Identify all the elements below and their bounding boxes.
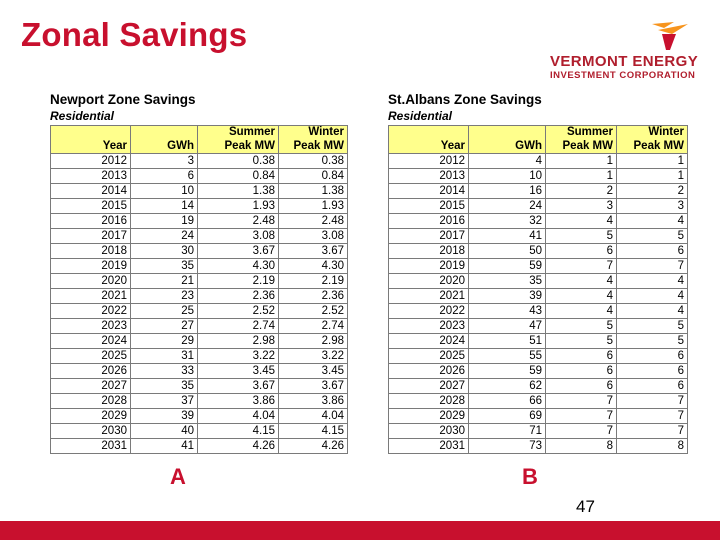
table-row xyxy=(51,304,348,319)
table-row xyxy=(389,274,688,289)
summer-peak-cell: 2.52 xyxy=(198,304,279,319)
winter-peak-cell: 7 xyxy=(617,409,688,424)
winter-peak-cell: 6 xyxy=(617,364,688,379)
gwh-cell: 31 xyxy=(131,349,198,364)
table-title: St.Albans Zone Savings xyxy=(388,92,542,107)
gwh-cell: 41 xyxy=(131,439,198,454)
winter-peak-cell: 5 xyxy=(617,319,688,334)
summer-peak-cell: 4 xyxy=(546,214,617,229)
summer-peak-cell: 2.19 xyxy=(198,274,279,289)
year-cell: 2027 xyxy=(389,379,469,394)
table-row xyxy=(51,379,348,394)
winter-peak-cell: 0.84 xyxy=(279,169,348,184)
summer-peak-cell: 0.84 xyxy=(198,169,279,184)
table-row xyxy=(51,349,348,364)
winter-peak-cell: 2.52 xyxy=(279,304,348,319)
year-cell: 2014 xyxy=(51,184,131,199)
year-cell: 2012 xyxy=(389,154,469,169)
year-cell: 2019 xyxy=(51,259,131,274)
gwh-cell: 27 xyxy=(131,319,198,334)
gwh-cell: 19 xyxy=(131,214,198,229)
gwh-cell: 23 xyxy=(131,289,198,304)
table-subtitle: Residential xyxy=(50,109,115,123)
summer-peak-cell: 4 xyxy=(546,274,617,289)
table-title: Newport Zone Savings xyxy=(50,92,196,107)
label-b: B xyxy=(522,464,538,489)
header-year: Year xyxy=(51,139,131,154)
winter-peak-cell: 4.04 xyxy=(279,409,348,424)
winter-peak-cell: 3.22 xyxy=(279,349,348,364)
winter-peak-cell: 2.48 xyxy=(279,214,348,229)
gwh-cell: 24 xyxy=(469,199,546,214)
year-cell: 2016 xyxy=(51,214,131,229)
table-row xyxy=(51,274,348,289)
gwh-cell: 10 xyxy=(469,169,546,184)
summer-peak-cell: 3.08 xyxy=(198,229,279,244)
summer-peak-cell: 6 xyxy=(546,364,617,379)
year-cell: 2017 xyxy=(389,229,469,244)
year-cell: 2020 xyxy=(389,274,469,289)
gwh-cell: 41 xyxy=(469,229,546,244)
gwh-cell: 35 xyxy=(469,274,546,289)
summer-peak-cell: 6 xyxy=(546,349,617,364)
winter-peak-cell: 3 xyxy=(617,199,688,214)
table-row xyxy=(389,319,688,334)
gwh-cell: 24 xyxy=(131,229,198,244)
year-cell: 2021 xyxy=(51,289,131,304)
gwh-cell: 55 xyxy=(469,349,546,364)
winter-peak-cell: 7 xyxy=(617,259,688,274)
year-cell: 2020 xyxy=(51,274,131,289)
winter-peak-cell: 3.86 xyxy=(279,394,348,409)
winter-peak-cell: 4 xyxy=(617,304,688,319)
summer-peak-cell: 1 xyxy=(546,154,617,169)
summer-peak-cell: 5 xyxy=(546,319,617,334)
summer-peak-cell: 6 xyxy=(546,379,617,394)
winter-peak-cell: 3.67 xyxy=(279,379,348,394)
year-cell: 2023 xyxy=(51,319,131,334)
winter-peak-cell: 4 xyxy=(617,289,688,304)
summer-peak-cell: 6 xyxy=(546,244,617,259)
year-cell: 2024 xyxy=(51,334,131,349)
winter-peak-cell: 2.36 xyxy=(279,289,348,304)
table-body xyxy=(389,154,688,454)
summer-peak-cell: 1 xyxy=(546,169,617,184)
year-cell: 2018 xyxy=(51,244,131,259)
year-cell: 2018 xyxy=(389,244,469,259)
year-cell: 2031 xyxy=(51,439,131,454)
table-row xyxy=(51,259,348,274)
gwh-cell: 32 xyxy=(469,214,546,229)
header-summer-bottom: Peak MW xyxy=(546,139,617,154)
winter-peak-cell: 3.67 xyxy=(279,244,348,259)
summer-peak-cell: 2.48 xyxy=(198,214,279,229)
summer-peak-cell: 4.04 xyxy=(198,409,279,424)
table-row xyxy=(51,394,348,409)
gwh-cell: 37 xyxy=(131,394,198,409)
summer-peak-cell: 2 xyxy=(546,184,617,199)
gwh-cell: 16 xyxy=(469,184,546,199)
gwh-cell: 35 xyxy=(131,379,198,394)
table-row xyxy=(51,184,348,199)
winter-peak-cell: 1.38 xyxy=(279,184,348,199)
year-cell: 2022 xyxy=(51,304,131,319)
header-gwh: GWh xyxy=(469,139,546,154)
winter-peak-cell: 8 xyxy=(617,439,688,454)
table-row xyxy=(389,364,688,379)
gwh-cell: 66 xyxy=(469,394,546,409)
table-row xyxy=(389,169,688,184)
gwh-cell: 39 xyxy=(131,409,198,424)
table-row xyxy=(389,244,688,259)
page-number: 47 xyxy=(576,497,595,516)
table-row xyxy=(389,229,688,244)
winter-peak-cell: 0.38 xyxy=(279,154,348,169)
summer-peak-cell: 1.93 xyxy=(198,199,279,214)
year-cell: 2013 xyxy=(389,169,469,184)
summer-peak-cell: 0.38 xyxy=(198,154,279,169)
winter-peak-cell: 4 xyxy=(617,214,688,229)
year-cell: 2027 xyxy=(51,379,131,394)
table-row xyxy=(51,409,348,424)
winter-peak-cell: 5 xyxy=(617,229,688,244)
table-row xyxy=(389,424,688,439)
summer-peak-cell: 4.30 xyxy=(198,259,279,274)
header-year: Year xyxy=(389,139,469,154)
year-cell: 2028 xyxy=(51,394,131,409)
year-cell: 2025 xyxy=(389,349,469,364)
table-row xyxy=(51,364,348,379)
winter-peak-cell: 6 xyxy=(617,349,688,364)
year-cell: 2029 xyxy=(389,409,469,424)
gwh-cell: 10 xyxy=(131,184,198,199)
gwh-cell: 29 xyxy=(131,334,198,349)
summer-peak-cell: 3.22 xyxy=(198,349,279,364)
header-summer-top: Summer xyxy=(546,126,617,140)
year-cell: 2029 xyxy=(51,409,131,424)
winter-peak-cell: 1 xyxy=(617,154,688,169)
gwh-cell: 4 xyxy=(469,154,546,169)
gwh-cell: 14 xyxy=(131,199,198,214)
summer-peak-cell: 5 xyxy=(546,334,617,349)
header-gwh: GWh xyxy=(131,139,198,154)
year-cell: 2013 xyxy=(51,169,131,184)
table-row xyxy=(51,199,348,214)
gwh-cell: 43 xyxy=(469,304,546,319)
table-row xyxy=(51,154,348,169)
gwh-cell: 59 xyxy=(469,364,546,379)
winter-peak-cell: 4.15 xyxy=(279,424,348,439)
table-row xyxy=(51,319,348,334)
table-subtitle: Residential xyxy=(388,109,453,123)
header-summer-top: Summer xyxy=(198,126,279,140)
year-cell: 2014 xyxy=(389,184,469,199)
summer-peak-cell: 3.45 xyxy=(198,364,279,379)
table-row xyxy=(389,334,688,349)
summer-peak-cell: 4.15 xyxy=(198,424,279,439)
summer-peak-cell: 8 xyxy=(546,439,617,454)
logo-mark-icon xyxy=(648,20,692,52)
table-row xyxy=(389,409,688,424)
year-cell: 2030 xyxy=(51,424,131,439)
summer-peak-cell: 7 xyxy=(546,259,617,274)
table-row xyxy=(389,304,688,319)
summer-peak-cell: 4 xyxy=(546,289,617,304)
header-gwh-blank xyxy=(131,126,198,140)
summer-peak-cell: 3.67 xyxy=(198,244,279,259)
table-row xyxy=(389,214,688,229)
year-cell: 2022 xyxy=(389,304,469,319)
year-cell: 2021 xyxy=(389,289,469,304)
summer-peak-cell: 1.38 xyxy=(198,184,279,199)
header-summer-bottom: Peak MW xyxy=(198,139,279,154)
newport-table xyxy=(50,125,348,454)
winter-peak-cell: 1.93 xyxy=(279,199,348,214)
summer-peak-cell: 2.98 xyxy=(198,334,279,349)
summer-peak-cell: 2.74 xyxy=(198,319,279,334)
winter-peak-cell: 7 xyxy=(617,424,688,439)
table-row xyxy=(389,379,688,394)
winter-peak-cell: 2.98 xyxy=(279,334,348,349)
gwh-cell: 33 xyxy=(131,364,198,379)
table-row xyxy=(51,169,348,184)
table-row xyxy=(51,424,348,439)
winter-peak-cell: 6 xyxy=(617,379,688,394)
table-row xyxy=(389,154,688,169)
table-row xyxy=(389,394,688,409)
winter-peak-cell: 2.74 xyxy=(279,319,348,334)
summer-peak-cell: 4.26 xyxy=(198,439,279,454)
stalbans-panel xyxy=(388,92,688,454)
summer-peak-cell: 4 xyxy=(546,304,617,319)
winter-peak-cell: 2 xyxy=(617,184,688,199)
gwh-cell: 69 xyxy=(469,409,546,424)
year-cell: 2023 xyxy=(389,319,469,334)
year-cell: 2028 xyxy=(389,394,469,409)
table-row xyxy=(51,439,348,454)
newport-panel xyxy=(50,92,348,454)
gwh-cell: 30 xyxy=(131,244,198,259)
winter-peak-cell: 4 xyxy=(617,274,688,289)
header-winter-bottom: Peak MW xyxy=(617,139,688,154)
company-logo xyxy=(548,22,699,81)
table-row xyxy=(51,244,348,259)
header-year-blank xyxy=(389,126,469,140)
table-row xyxy=(389,199,688,214)
winter-peak-cell: 2.19 xyxy=(279,274,348,289)
table-row xyxy=(51,289,348,304)
year-cell: 2025 xyxy=(51,349,131,364)
header-winter-top: Winter xyxy=(279,126,348,140)
table-row xyxy=(389,184,688,199)
gwh-cell: 59 xyxy=(469,259,546,274)
year-cell: 2016 xyxy=(389,214,469,229)
logo-line1: VERMONT ENERGY xyxy=(550,53,699,70)
winter-peak-cell: 1 xyxy=(617,169,688,184)
stalbans-table xyxy=(388,125,688,454)
gwh-cell: 50 xyxy=(469,244,546,259)
summer-peak-cell: 2.36 xyxy=(198,289,279,304)
gwh-cell: 25 xyxy=(131,304,198,319)
year-cell: 2030 xyxy=(389,424,469,439)
header-winter-bottom: Peak MW xyxy=(279,139,348,154)
summer-peak-cell: 3 xyxy=(546,199,617,214)
footer-bar xyxy=(0,521,720,540)
year-cell: 2015 xyxy=(51,199,131,214)
year-cell: 2026 xyxy=(51,364,131,379)
slide-title: Zonal Savings xyxy=(21,16,248,53)
label-a: A xyxy=(170,464,186,489)
gwh-cell: 47 xyxy=(469,319,546,334)
year-cell: 2017 xyxy=(51,229,131,244)
year-cell: 2019 xyxy=(389,259,469,274)
gwh-cell: 73 xyxy=(469,439,546,454)
summer-peak-cell: 7 xyxy=(546,424,617,439)
table-row xyxy=(51,334,348,349)
year-cell: 2026 xyxy=(389,364,469,379)
year-cell: 2031 xyxy=(389,439,469,454)
gwh-cell: 35 xyxy=(131,259,198,274)
summer-peak-cell: 3.86 xyxy=(198,394,279,409)
gwh-cell: 21 xyxy=(131,274,198,289)
logo-line2: INVESTMENT CORPORATION xyxy=(550,70,696,81)
winter-peak-cell: 3.45 xyxy=(279,364,348,379)
table-row xyxy=(389,259,688,274)
table-row xyxy=(51,214,348,229)
gwh-cell: 51 xyxy=(469,334,546,349)
header-winter-top: Winter xyxy=(617,126,688,140)
summer-peak-cell: 3.67 xyxy=(198,379,279,394)
summer-peak-cell: 7 xyxy=(546,394,617,409)
summer-peak-cell: 7 xyxy=(546,409,617,424)
year-cell: 2012 xyxy=(51,154,131,169)
winter-peak-cell: 4.30 xyxy=(279,259,348,274)
winter-peak-cell: 5 xyxy=(617,334,688,349)
gwh-cell: 40 xyxy=(131,424,198,439)
winter-peak-cell: 6 xyxy=(617,244,688,259)
winter-peak-cell: 4.26 xyxy=(279,439,348,454)
gwh-cell: 6 xyxy=(131,169,198,184)
gwh-cell: 62 xyxy=(469,379,546,394)
header-year-blank xyxy=(51,126,131,140)
table-body xyxy=(51,154,348,454)
winter-peak-cell: 3.08 xyxy=(279,229,348,244)
gwh-cell: 71 xyxy=(469,424,546,439)
year-cell: 2024 xyxy=(389,334,469,349)
header-gwh-blank xyxy=(469,126,546,140)
summer-peak-cell: 5 xyxy=(546,229,617,244)
table-row xyxy=(51,229,348,244)
year-cell: 2015 xyxy=(389,199,469,214)
table-row xyxy=(389,289,688,304)
gwh-cell: 3 xyxy=(131,154,198,169)
winter-peak-cell: 7 xyxy=(617,394,688,409)
table-row xyxy=(389,349,688,364)
gwh-cell: 39 xyxy=(469,289,546,304)
table-row xyxy=(389,439,688,454)
